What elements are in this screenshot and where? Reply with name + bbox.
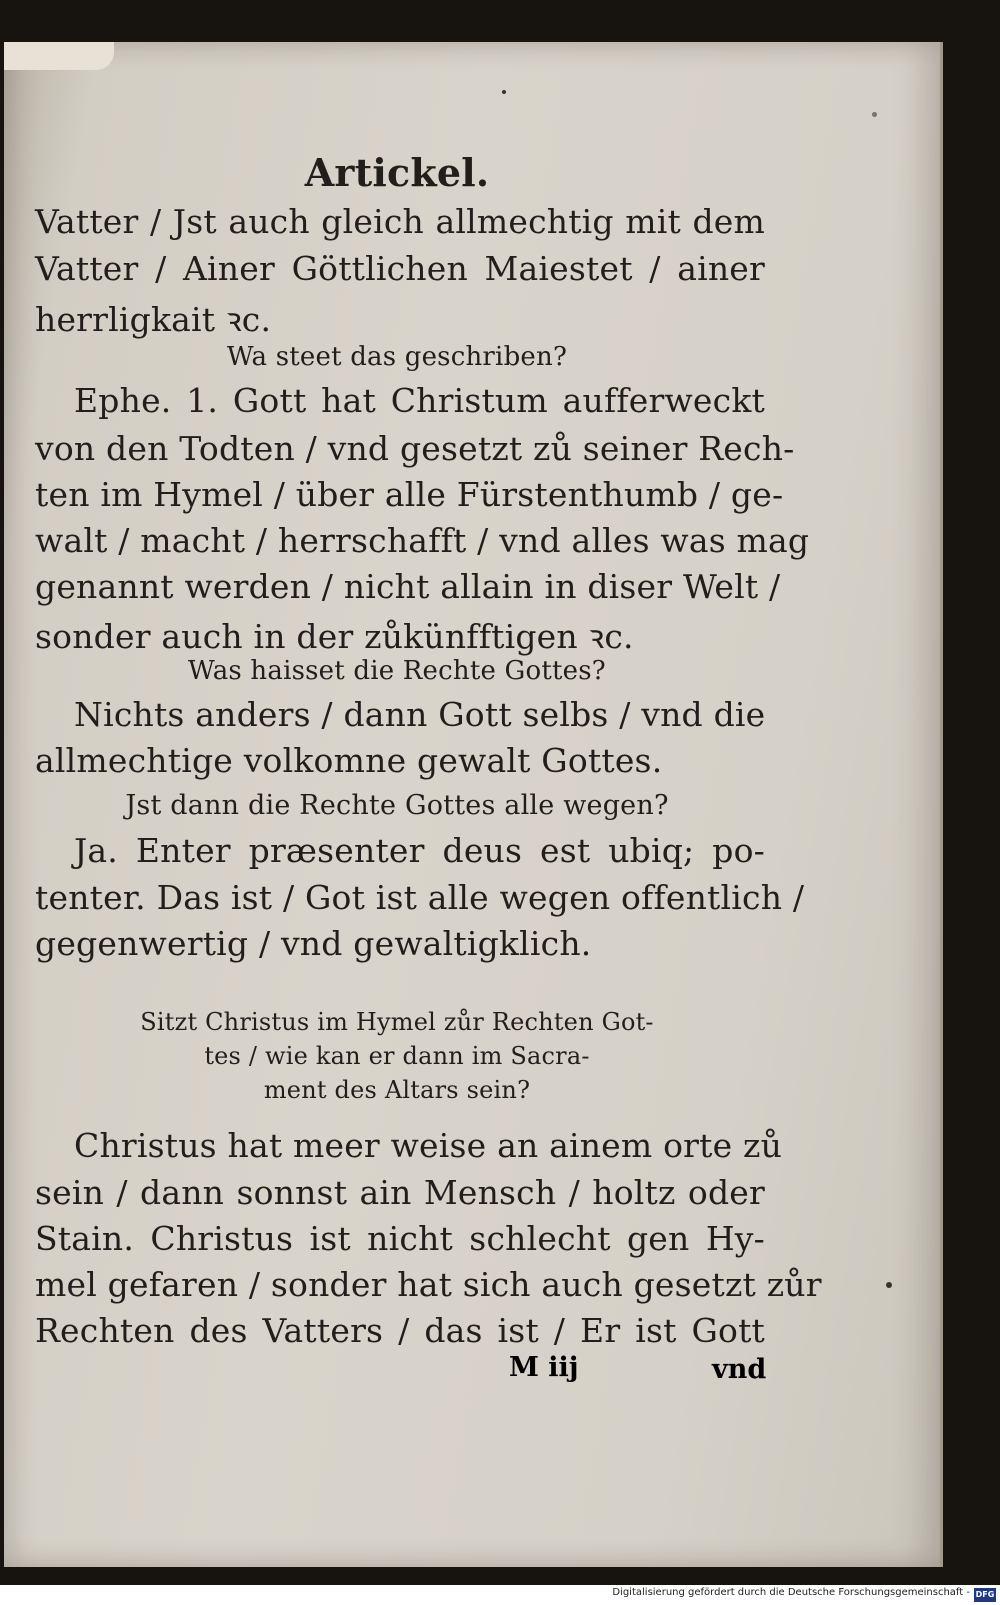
text-line: ten im Hymel / über alle Fürstenthumb / ge-	[35, 475, 784, 514]
question-heading: tes / wie kan er dann im Sacra-	[204, 1042, 590, 1070]
text-line: von den Todten / vnd gesetzt zů seiner Rech-	[35, 429, 795, 468]
question-heading: Was haisset die Rechte Gottes?	[188, 656, 606, 686]
footer-bar	[0, 1585, 1000, 1605]
paper-speck	[502, 90, 506, 94]
text-line: Vatter / Jst auch gleich allmechtig mit dem	[35, 202, 765, 241]
signature-mark: M iij	[509, 1352, 579, 1383]
question-heading: ment des Altars sein?	[263, 1076, 531, 1104]
previous-page-edge	[4, 42, 114, 70]
text-line: genannt werden / nicht allain in diser Welt /	[35, 567, 781, 606]
text-line: sonder auch in der zůkünfftigen ꝛc.	[35, 617, 634, 656]
question-heading: Wa steet das geschriben?	[226, 342, 568, 372]
text-line: Nichts anders / dann Gott selbs / vnd die	[74, 695, 766, 734]
question-heading: Jst dann die Rechte Gottes alle wegen?	[125, 790, 669, 821]
text-line: tenter. Das ist / Got ist alle wegen offentlich /	[35, 878, 805, 917]
paper-speck	[872, 112, 877, 117]
running-head: Artickel.	[304, 150, 490, 195]
text-line: Stain. Christus ist nicht schlecht gen Hy-	[35, 1219, 765, 1258]
text-line: Rechten des Vatters / das ist / Er ist Gott	[35, 1311, 765, 1350]
text-line: Ja. Enter præsenter deus est ubiq; po-	[74, 831, 765, 870]
text-line: walt / macht / herrschafft / vnd alles was mag	[35, 521, 810, 560]
question-heading: Sitzt Christus im Hymel zůr Rechten Got-	[140, 1008, 654, 1036]
text-line: Ephe. 1. Gott hat Christum aufferweckt	[74, 381, 765, 420]
book-page	[4, 42, 943, 1567]
text-line: Vatter / Ainer Göttlichen Maiestet / ainer	[35, 249, 765, 288]
text-line: mel gefaren / sonder hat sich auch gesetzt zůr	[35, 1265, 822, 1304]
text-line: herrligkait ꝛc.	[35, 300, 272, 339]
text-line: sein / dann sonnst ain Mensch / holtz oder	[35, 1173, 765, 1212]
dfg-logo: DFG	[974, 1588, 996, 1602]
paper-speck	[886, 1282, 892, 1288]
digitization-credit: Digitalisierung gefördert durch die Deutsche Forschungsgemeinschaft -	[612, 1587, 970, 1598]
text-line: gegenwertig / vnd gewaltigklich.	[35, 924, 592, 963]
catchword: vnd	[712, 1354, 767, 1385]
text-line: Christus hat meer weise an ainem orte zů	[74, 1126, 783, 1165]
text-line: allmechtige volkomne gewalt Gottes.	[35, 741, 663, 780]
